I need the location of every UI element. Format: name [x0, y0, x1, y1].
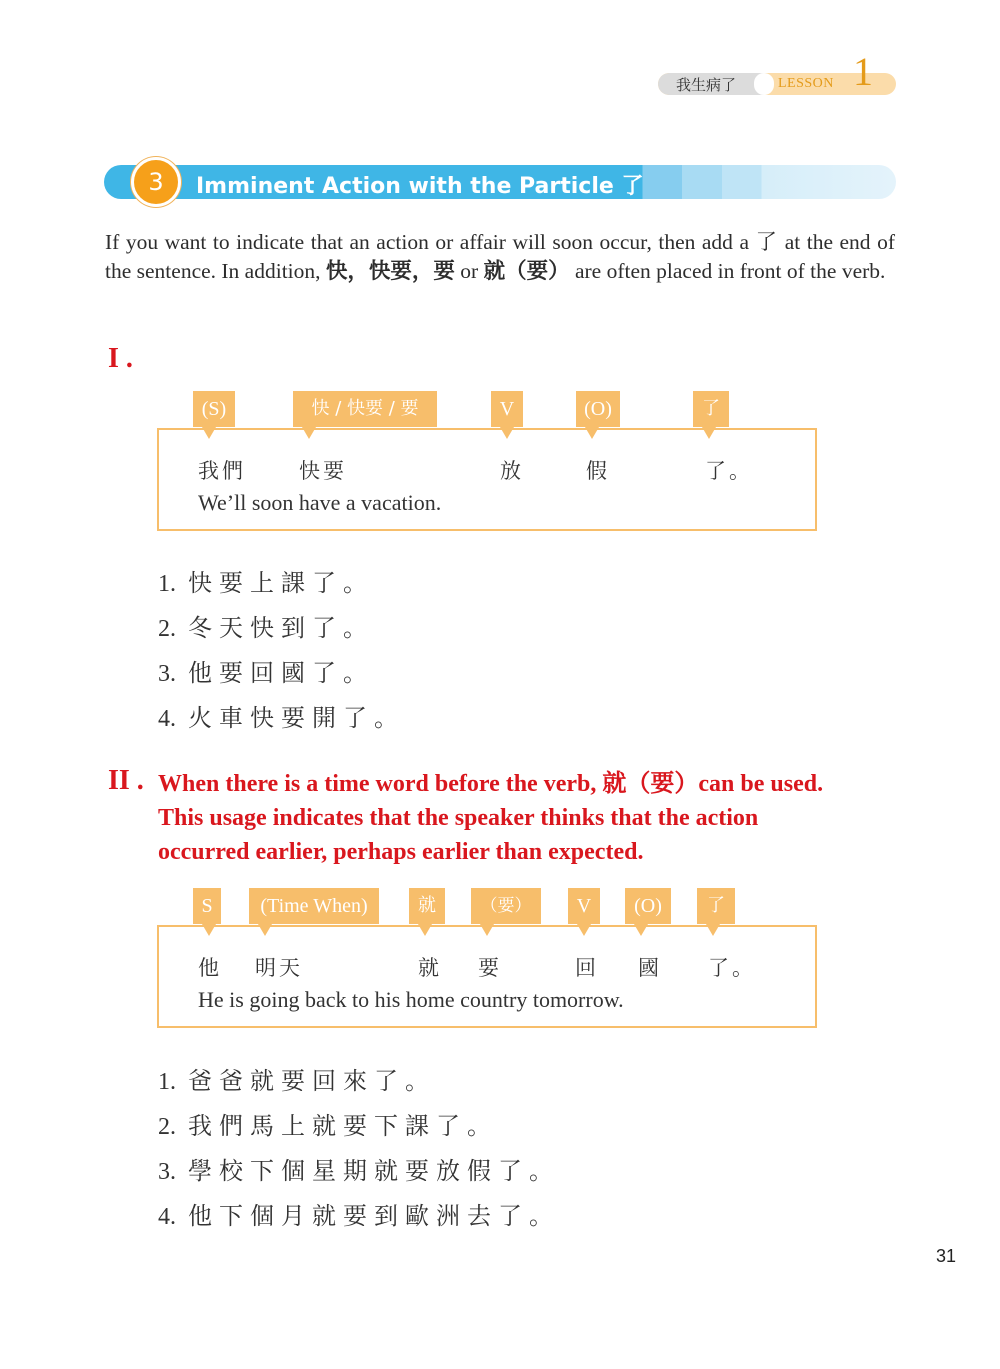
part1-example-word: 了。 [705, 459, 753, 483]
part1-example-word: 放 [500, 459, 524, 483]
part2-tag-verb: V [568, 888, 600, 924]
list-item: 4. 火車快要開了。 [158, 704, 405, 732]
section-number-badge: 3 [131, 157, 181, 207]
part2-tag-object: (O) [625, 888, 671, 924]
section-title: Imminent Action with the Particle 了 [196, 174, 644, 199]
part2-tag-time-when: (Time When) [249, 888, 379, 924]
part1-example-word: 假 [586, 459, 610, 483]
part1-example-word: 我們 [198, 459, 246, 483]
part1-example-word: 快要 [299, 459, 347, 483]
lesson-label: LESSON [778, 76, 834, 91]
list-item: 1. 爸爸就要回來了。 [158, 1067, 436, 1095]
part2-example-word: 國 [638, 956, 662, 980]
part2-tag-jiu: 就 [409, 888, 445, 924]
part1-tag-particle: 了 [693, 391, 729, 427]
part2-example-word: 要 [478, 956, 502, 980]
list-item: 1. 快要上課了。 [158, 569, 374, 597]
list-item: 2. 我們馬上就要下課了。 [158, 1112, 498, 1140]
lesson-title: 我生病了 [676, 76, 737, 94]
part2-example-word: 了。 [708, 956, 756, 980]
list-item: 4. 他下個月就要到歐洲去了。 [158, 1202, 560, 1230]
list-item: 2. 冬天快到了。 [158, 614, 374, 642]
list-item: 3. 學校下個星期就要放假了。 [158, 1157, 560, 1185]
lesson-number: 1 [853, 49, 873, 94]
part1-example-english: We’ll soon have a vacation. [198, 490, 442, 515]
part1-tag-adverb: 快 / 快要 / 要 [293, 391, 437, 427]
part2-example-word: 他 [198, 956, 222, 980]
part2-roman-numeral: II . [108, 765, 144, 796]
part2-example-word: 回 [575, 956, 599, 980]
part2-example-word: 明天 [255, 956, 303, 980]
page-number: 31 [935, 1246, 956, 1266]
list-item: 3. 他要回國了。 [158, 659, 374, 687]
part2-rule-text: When there is a time word before the verb, 就（要）can be used. This usage indicates that the speaker thinks that the action occurred earlier, perhaps earlier than expected. [158, 769, 824, 865]
intro-paragraph: If you want to indicate that an action or affair will soon occur, then add a 了 at the end of the sentence. In addition, 快，快要，要 or 就（要） are often placed in front of the verb. [105, 230, 895, 284]
part2-example-word: 就 [418, 956, 442, 980]
part2-tag-particle: 了 [697, 888, 735, 924]
part1-tag-subject: (S) [193, 391, 235, 427]
part1-tag-verb: V [491, 391, 523, 427]
part2-tag-subject: S [193, 888, 221, 924]
part1-roman-numeral: I . [108, 343, 133, 374]
part2-tag-yao: （要） [471, 888, 541, 924]
part2-example-english: He is going back to his home country tomorrow. [198, 987, 624, 1012]
part1-tag-object: (O) [576, 391, 620, 427]
